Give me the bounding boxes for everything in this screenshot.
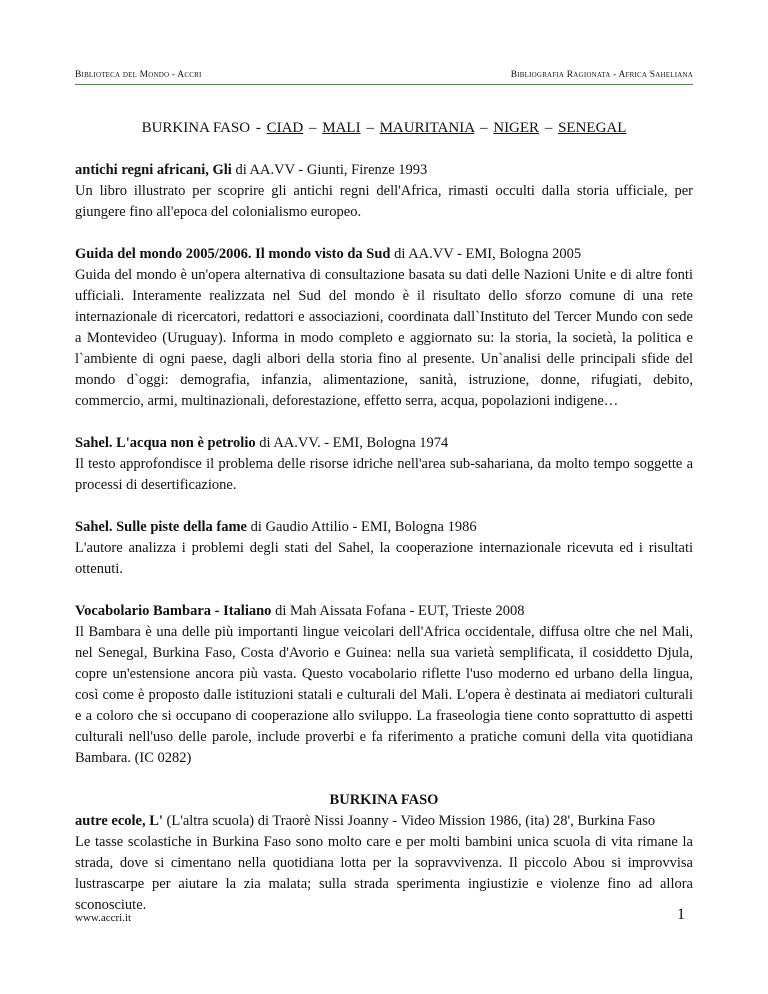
filmography-entry xyxy=(75,811,693,916)
entry-meta: di Gaudio Attilio - EMI, Bologna 1986 xyxy=(247,519,477,535)
nav-link-ciad[interactable]: CIAD xyxy=(266,120,304,136)
entry-meta: di AA.VV - EMI, Bologna 2005 xyxy=(390,246,582,262)
page-number: 1 xyxy=(677,906,685,923)
header-rule xyxy=(75,84,693,85)
entry-description: Un libro illustrato per scoprire gli antichi regni dell'Africa, rimasti occulti dalla storia ufficiale, per giungere fino all'epoca del colonialismo europeo. xyxy=(75,183,693,220)
bibliography-entry xyxy=(75,160,693,223)
nav-link-niger[interactable]: NIGER xyxy=(493,120,540,136)
running-header xyxy=(75,70,693,84)
entry-description: Il testo approfondisce il problema delle risorse idriche nell'area sub-sahariana, da molto tempo soggette a processi di desertificazione. xyxy=(75,456,693,493)
nav-separator: – xyxy=(366,120,374,136)
entry-description: Il Bambara è una delle più importanti lingue veicolari dell'Africa occidentale, diffusa oltre che nel Mali, nel Senegal, Burkina Faso, Costa d'Avorio e Guinea: nella sua varietà semplificata, il cosiddetto Djula, copre un'estensione ancora più vasta. Questo vocabolario riflette l'uso moderno ed urbano della lingua, così come è proposto dalle istituzioni statali e culturali del Mali. L'opera è destinata ai mediatori culturali e a coloro che si occupano di cooperazione allo sviluppo. La fraseologia tiene conto soprattutto di aspetti culturali nell'uso delle parole, include proverbi e fa riferimento a pratiche comuni della vita quotidiana Bambara. (IC 0282) xyxy=(75,624,693,766)
section-heading: BURKINA FASO xyxy=(329,792,439,808)
header-right: Bibliografia Ragionata - Africa Saheliana xyxy=(510,70,693,80)
entry-heading xyxy=(75,517,693,538)
nav-separator: – xyxy=(309,120,317,136)
entry-title: Sahel. Sulle piste della fame xyxy=(75,519,247,535)
bibliography-entry xyxy=(75,433,693,496)
entry-meta: (L'altra scuola) di Traorè Nissi Joanny - Video Mission 1986, (ita) 28', Burkina Faso xyxy=(162,813,656,829)
country-nav xyxy=(0,120,768,137)
entry-meta: di AA.VV. - EMI, Bologna 1974 xyxy=(255,435,449,451)
nav-link-senegal[interactable]: SENEGAL xyxy=(558,120,627,136)
footer-url: www.accri.it xyxy=(75,912,132,924)
bibliography-content xyxy=(75,160,693,937)
entry-heading xyxy=(75,160,693,181)
nav-separator: – xyxy=(544,120,553,136)
entry-heading xyxy=(75,601,693,622)
entry-title: Guida del mondo 2005/2006. Il mondo visto da Sud xyxy=(75,246,391,262)
bibliography-entry xyxy=(75,601,693,769)
entry-description: Le tasse scolastiche in Burkina Faso sono molto care e per molti bambini unica scuola di vita rimane la strada, dove si cimentano nella quotidiana lotta per la sopravvivenza. Il piccolo Abou si improvvisa lustrascarpe per aiutare la zia malata; sulla strada sperimenta ingiustizie e violenze fino ad allora sconosciute. xyxy=(75,834,693,913)
entry-title: antichi regni africani, Gli xyxy=(75,162,232,178)
entry-title: autre ecole, L' xyxy=(75,813,163,829)
entry-heading xyxy=(75,433,693,454)
header-left: Biblioteca del Mondo - Accri xyxy=(75,70,202,80)
nav-separator: – xyxy=(479,120,488,136)
entry-description: Guida del mondo è un'opera alternativa di consultazione basata su dati delle Nazioni Unite e di altre fonti ufficiali. Interamente realizzata nel Sud del mondo è il risultato dello sforzo comune di una rete internazionale di ricercatori, redattori e associazioni, coordinata dall`Instituto del Tercer Mundo con sede a Montevideo (Uruguay). Informa in modo completo e aggiornato su: la storia, la società, la politica e l`ambiente di ogni paese, dagli albori della storia fino al presente. Un`analisi delle principali sfide del mondo d`oggi: demografia, infanzia, alimentazione, sanità, istruzione, donne, rifugiati, debito, commercio, armi, multinazionali, deforestazione, effetto serra, acqua, popolazioni indigene… xyxy=(75,267,693,409)
entry-heading xyxy=(75,811,693,832)
entry-description: L'autore analizza i problemi degli stati del Sahel, la cooperazione internazionale ricevuta ed i risultati ottenuti. xyxy=(75,540,693,577)
nav-link-mali[interactable]: MALI xyxy=(322,120,361,136)
nav-link-mauritania[interactable]: MAURITANIA xyxy=(379,120,475,136)
nav-separator: - xyxy=(255,120,261,136)
entry-heading xyxy=(75,244,693,265)
bibliography-entry xyxy=(75,244,693,412)
entry-title: Vocabolario Bambara - Italiano xyxy=(75,603,272,619)
entry-meta: di AA.VV - Giunti, Firenze 1993 xyxy=(231,162,428,178)
nav-burkina-faso: BURKINA FASO xyxy=(141,120,251,136)
entry-meta: di Mah Aissata Fofana - EUT, Trieste 2008 xyxy=(271,603,525,619)
entry-title: Sahel. L'acqua non è petrolio xyxy=(75,435,256,451)
bibliography-entry xyxy=(75,517,693,580)
